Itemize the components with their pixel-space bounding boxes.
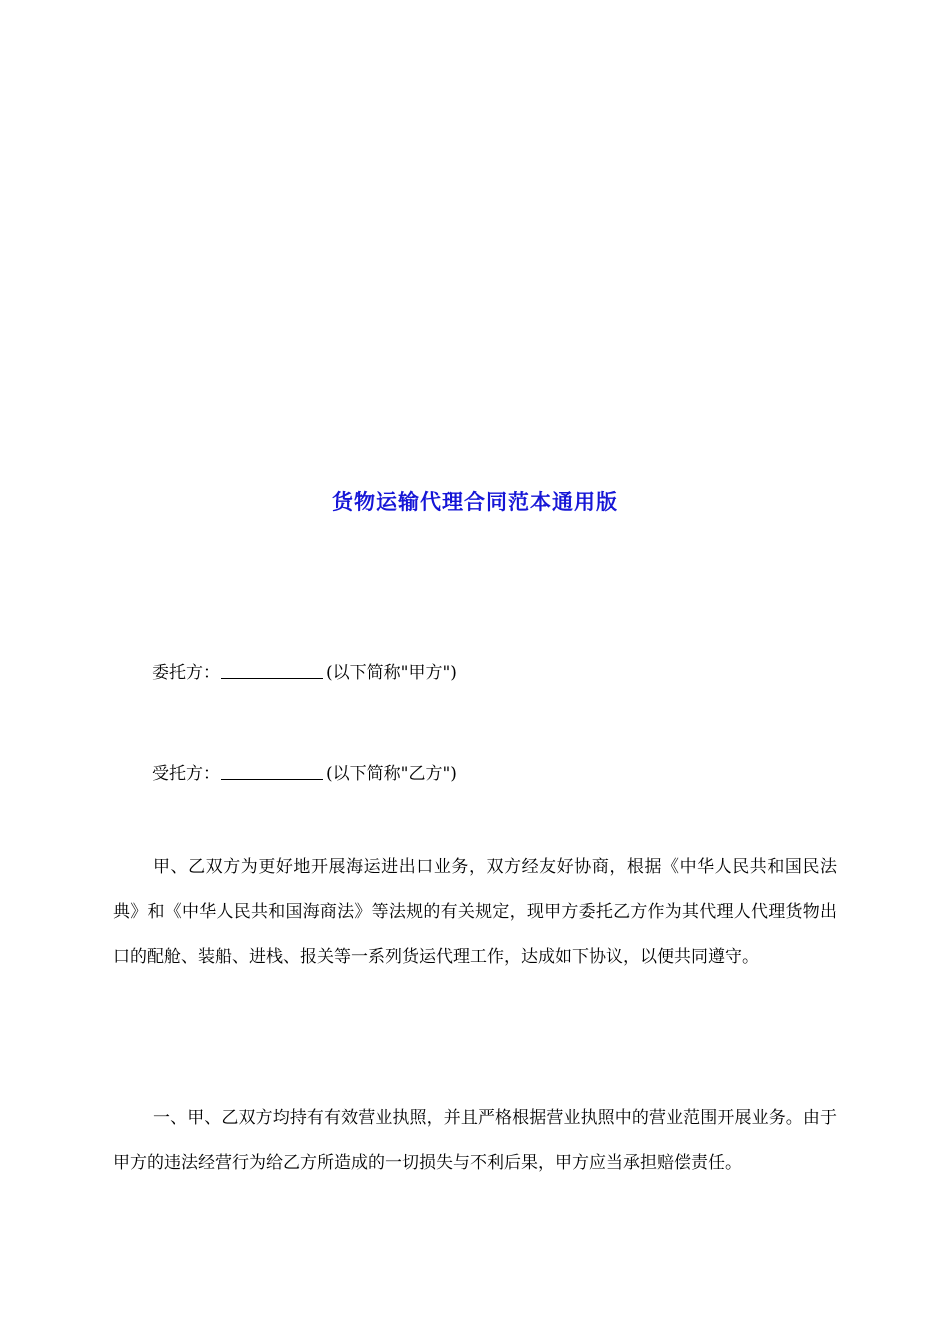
principal-name-blank — [221, 664, 323, 679]
intro-paragraph: 甲、乙双方为更好地开展海运进出口业务，双方经友好协商，根据《中华人民共和国民法典》和《中华人民共和国海商法》等法规的有关规定，现甲方委托乙方作为其代理人代理货物出口的配舱、装船、进栈、报关等一系列货运代理工作，达成如下协议，以便共同遵守。 — [113, 857, 837, 967]
clause-1-paragraph: 一、甲、乙双方均持有有效营业执照，并且严格根据营业执照中的营业范围开展业务。由于甲方的违法经营行为给乙方所造成的一切损失与不利后果，甲方应当承担赔偿责任。 — [113, 1108, 837, 1173]
agent-suffix: (以下简称"乙方") — [326, 764, 457, 784]
principal-suffix: (以下简称"甲方") — [326, 663, 457, 683]
agent-label: 受托方： — [152, 764, 220, 784]
agent-name-blank — [221, 765, 323, 780]
principal-line — [152, 658, 457, 683]
document-title: 货物运输代理合同范本通用版 — [332, 489, 618, 514]
principal-label: 委托方： — [152, 663, 220, 683]
agent-line — [152, 759, 457, 784]
